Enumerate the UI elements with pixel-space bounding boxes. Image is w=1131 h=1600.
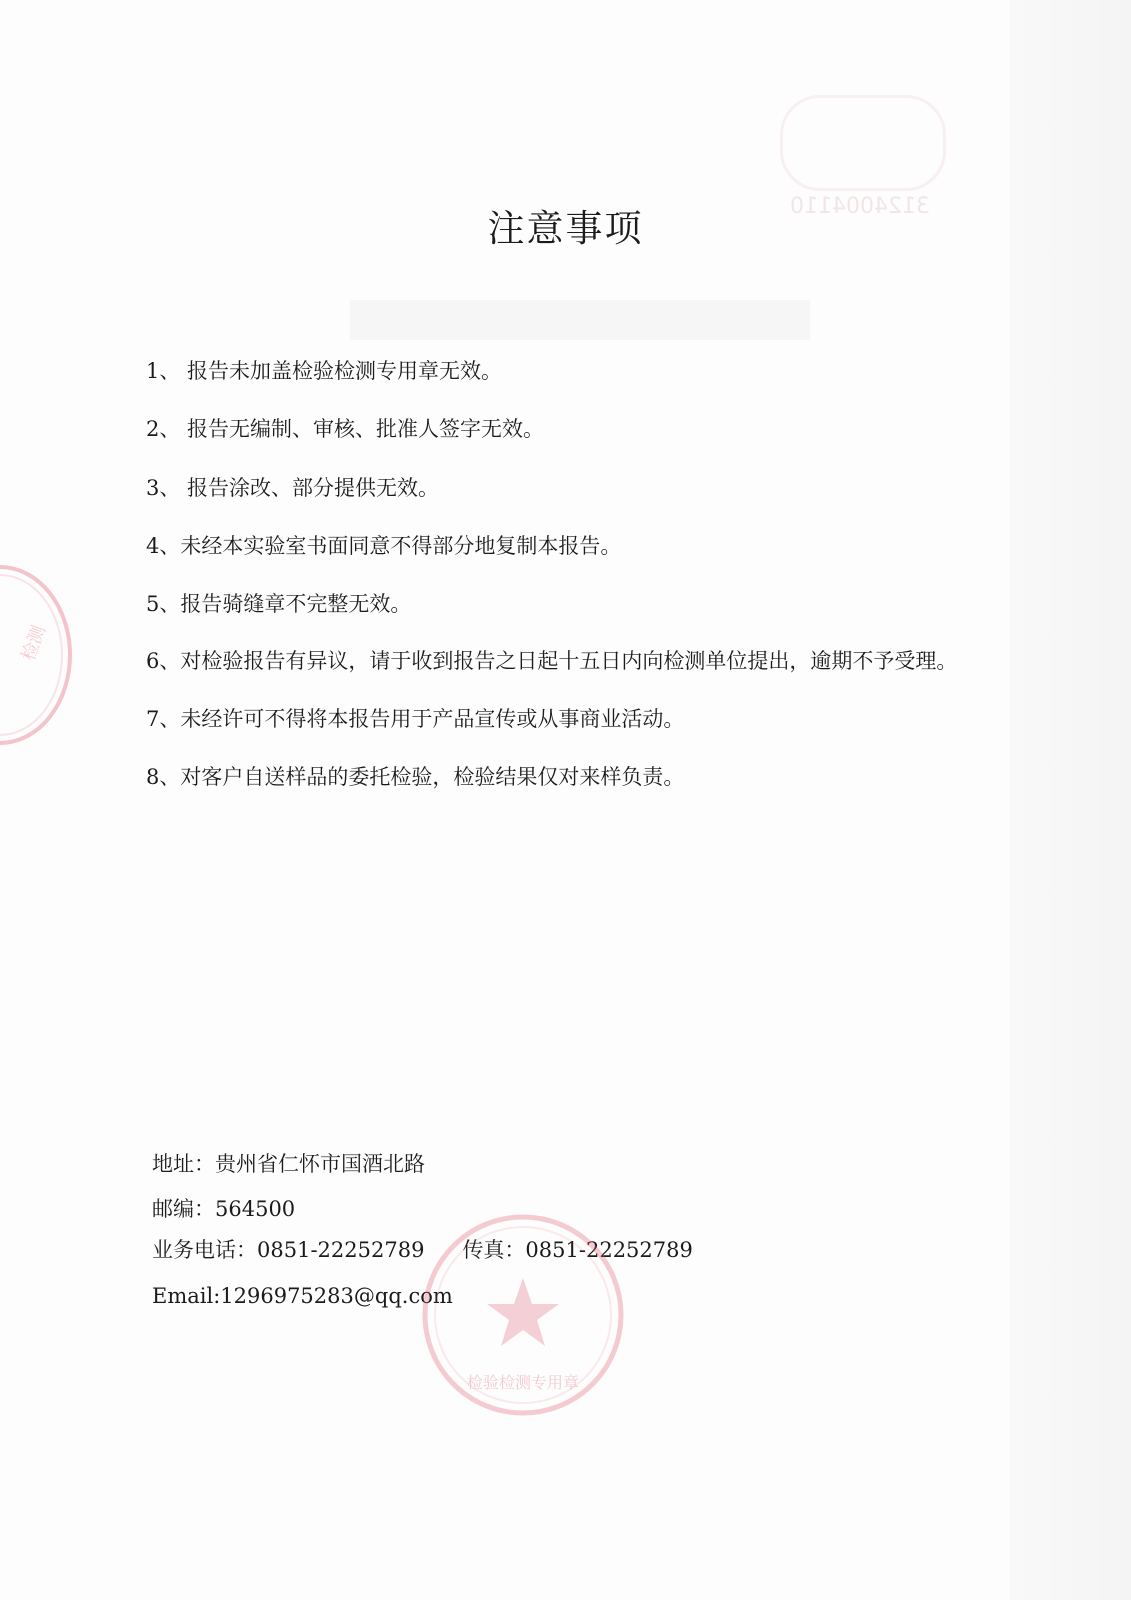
page-title: 注意事项 bbox=[487, 207, 644, 250]
notice-item-7: 7、未经许可不得将本报告用于产品宣传或从事商业活动。 bbox=[146, 707, 685, 731]
seal-star-icon bbox=[487, 1278, 559, 1346]
contact-postcode: 邮编：564500 bbox=[152, 1197, 296, 1221]
notice-item-4: 4、未经本实验室书面同意不得部分地复制本报告。 bbox=[146, 534, 622, 558]
notice-item-8: 8、对客户自送样品的委托检验，检验结果仅对来样负责。 bbox=[146, 765, 685, 789]
notice-item-1: 1、 报告未加盖检验检测专用章无效。 bbox=[146, 359, 503, 383]
contact-address: 地址：贵州省仁怀市国酒北路 bbox=[152, 1152, 425, 1176]
seal-stamp-left-text: 检测 bbox=[17, 622, 51, 664]
notice-item-5: 5、报告骑缝章不完整无效。 bbox=[146, 592, 412, 616]
bleed-through-logo bbox=[780, 95, 946, 191]
contact-phone: 业务电话：0851-22252789 bbox=[152, 1238, 425, 1262]
seal-stamp-bottom bbox=[418, 1210, 628, 1420]
bleed-through-text-block bbox=[350, 300, 810, 340]
notice-item-6: 6、对检验报告有异议，请于收到报告之日起十五日内向检测单位提出，逾期不予受理。 bbox=[146, 649, 958, 673]
notice-item-2: 2、 报告无编制、审核、批准人签字无效。 bbox=[146, 417, 545, 441]
contact-email: Email:1296975283@qq.com bbox=[152, 1284, 453, 1308]
contact-fax: 传真：0851-22252789 bbox=[462, 1238, 693, 1262]
bleed-through-number-text: 3124004110 bbox=[790, 194, 930, 219]
notice-item-3: 3、 报告涂改、部分提供无效。 bbox=[146, 476, 440, 500]
seal-stamp-bottom-text: 检验检测专用章 bbox=[466, 1373, 580, 1392]
seal-stamp-left bbox=[0, 560, 75, 750]
